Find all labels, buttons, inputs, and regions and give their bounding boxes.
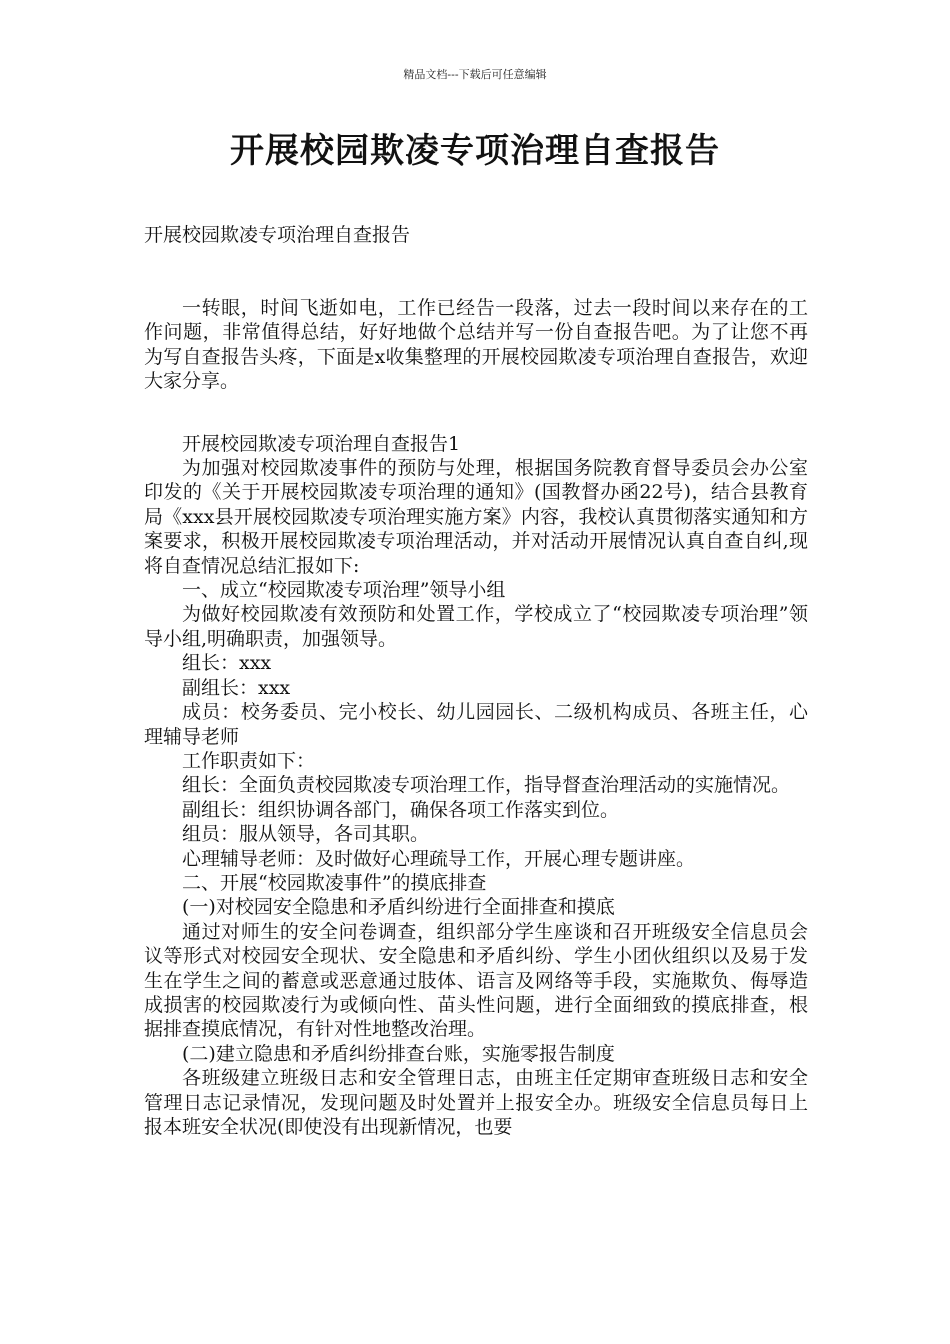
- section-heading: 二、开展“校园欺凌事件”的摸底排查: [182, 871, 487, 894]
- paragraph: 心理辅导老师：及时做好心理疏导工作，开展心理专题讲座。: [182, 847, 696, 870]
- section-heading-report-1: 开展校园欺凌专项治理自查报告1: [182, 432, 461, 455]
- paragraph: 副组长：组织协调各部门，确保各项工作落实到位。: [182, 798, 620, 821]
- document-title: 开展校园欺凌专项治理自查报告: [230, 131, 720, 171]
- document-body: [144, 296, 808, 1139]
- document-subtitle: 开展校园欺凌专项治理自查报告: [144, 224, 411, 246]
- subsection-heading: (一)对校园安全隐患和矛盾纠纷进行全面排查和摸底: [182, 896, 615, 919]
- paragraph: 成员：校务委员、完小校长、幼儿园园长、二级机构成员、各班主任，心理辅导老师: [144, 701, 808, 748]
- paragraph-intro: 一转眼，时间飞逝如电，工作已经告一段落，过去一段时间以来存在的工作问题，非常值得总结，好好地做个总结并写一份自查报告吧。为了让您不再为写自查报告头疼，下面是x收集整理的开展校园欺凌专项治理自查报告，欢迎大家分享。: [144, 297, 808, 393]
- section-heading: 一、成立“校园欺凌专项治理”领导小组: [182, 579, 506, 602]
- paragraph: 组员：服从领导，各司其职。: [182, 823, 430, 846]
- subsection-heading: (二)建立隐患和矛盾纠纷排查台账，实施零报告制度: [182, 1042, 615, 1065]
- paragraph: 副组长：xxx: [182, 676, 291, 699]
- paragraph: 组长：xxx: [182, 652, 272, 675]
- paragraph: 工作职责如下：: [182, 749, 316, 772]
- paragraph: 为加强对校园欺凌事件的预防与处理，根据国务院教育督导委员会办公室印发的《关于开展校园欺凌专项治理的通知》(国教督办函22号)，结合县教育局《xxx县开展校园欺凌专项治理实施方案》内容，我校认真贯彻落实通知和方案要求，积极开展校园欺凌专项治理活动，并对活动开展情况认真自查自纠,现将自查情况总结汇报如下:: [144, 457, 808, 577]
- header-note: 精品文档---下载后可任意编辑: [403, 68, 547, 81]
- paragraph: 为做好校园欺凌有效预防和处置工作，学校成立了“校园欺凌专项治理”领导小组,明确职责，加强领导。: [144, 603, 808, 650]
- paragraph: 通过对师生的安全问卷调查，组织部分学生座谈和召开班级安全信息员会议等形式对校园安全现状、安全隐患和矛盾纠纷、学生小团伙组织以及易于发生在学生之间的蓄意或恶意通过肢体、语言及网络等手段，实施欺负、侮辱造成损害的校园欺凌行为或倾向性、苗头性问题，进行全面细致的摸底排查，根据排查摸底情况，有针对性地整改治理。: [144, 920, 808, 1041]
- paragraph: 组长：全面负责校园欺凌专项治理工作，指导督查治理活动的实施情况。: [182, 774, 791, 797]
- paragraph: 各班级建立班级日志和安全管理日志，由班主任定期审查班级日志和安全管理日志记录情况，发现问题及时处置并上报安全办。班级安全信息员每日上报本班安全状况(即使没有出现新情况，也要: [144, 1067, 808, 1138]
